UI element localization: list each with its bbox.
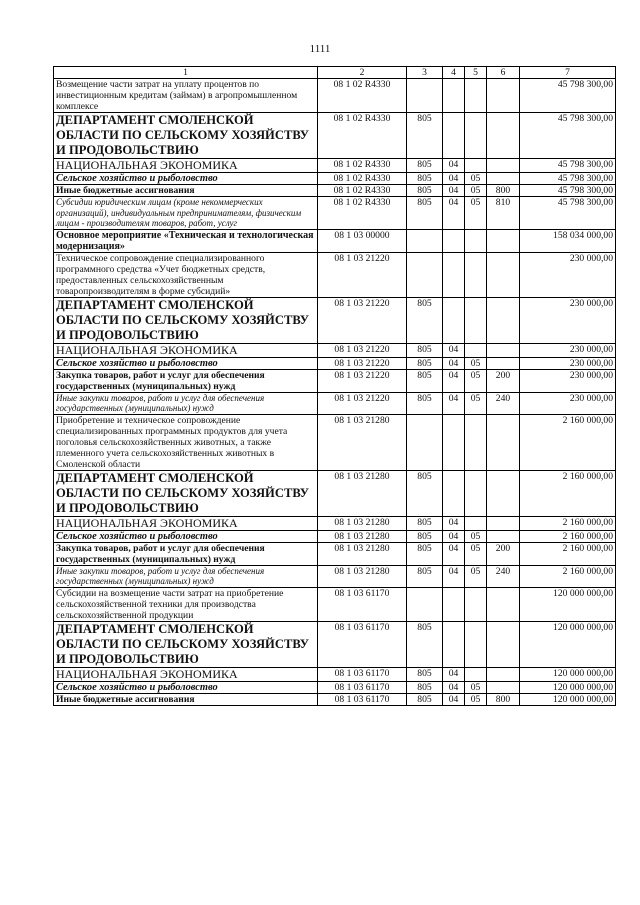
row-code: 08 1 03 61170 [318, 587, 407, 621]
table-row [54, 693, 616, 705]
row-amount: 120 000 000,00 [520, 693, 616, 705]
row-section: 04 [443, 516, 465, 530]
row-admin-code: 805 [407, 516, 443, 530]
row-subsection [465, 159, 487, 173]
row-subsection [465, 79, 487, 113]
row-amount: 120 000 000,00 [520, 681, 616, 693]
table-row [54, 343, 616, 357]
row-expense-type: 240 [487, 565, 520, 587]
row-subsection [465, 516, 487, 530]
row-subsection [465, 587, 487, 621]
row-section: 04 [443, 357, 465, 369]
table-row [54, 197, 616, 230]
table-row [54, 414, 616, 470]
column-header: 2 [318, 67, 407, 79]
row-name: ДЕПАРТАМЕНТ СМОЛЕНСКОЙ ОБЛАСТИ ПО СЕЛЬСКОМУ ХОЗЯЙСТВУ И ПРОДОВОЛЬСТВИЮ [54, 621, 318, 667]
row-section: 04 [443, 542, 465, 565]
row-expense-type: 200 [487, 542, 520, 565]
row-section [443, 621, 465, 667]
row-expense-type [487, 470, 520, 516]
row-subsection [465, 113, 487, 159]
row-amount: 2 160 000,00 [520, 530, 616, 542]
row-amount: 158 034 000,00 [520, 229, 616, 252]
row-section: 04 [443, 530, 465, 542]
row-admin-code [407, 414, 443, 470]
row-amount: 45 798 300,00 [520, 173, 616, 185]
row-code: 08 1 03 21220 [318, 343, 407, 357]
row-amount: 120 000 000,00 [520, 621, 616, 667]
table-row [54, 159, 616, 173]
row-subsection: 05 [465, 681, 487, 693]
row-amount: 2 160 000,00 [520, 470, 616, 516]
row-name: Сельское хозяйство и рыболовство [54, 681, 318, 693]
row-code: 08 1 03 21280 [318, 530, 407, 542]
row-section: 04 [443, 565, 465, 587]
row-section [443, 79, 465, 113]
row-name: ДЕПАРТАМЕНТ СМОЛЕНСКОЙ ОБЛАСТИ ПО СЕЛЬСКОМУ ХОЗЯЙСТВУ И ПРОДОВОЛЬСТВИЮ [54, 470, 318, 516]
row-name: Сельское хозяйство и рыболовство [54, 530, 318, 542]
row-name: Иные бюджетные ассигнования [54, 693, 318, 705]
row-expense-type: 800 [487, 185, 520, 197]
row-section: 04 [443, 369, 465, 392]
column-header: 7 [520, 67, 616, 79]
row-name: Техническое сопровождение специализированного программного средства «Учет бюджетных средств, предоставленных сельскохозяйственным товаропроизводителям в форме субсидий» [54, 252, 318, 297]
row-name: Субсидии на возмещение части затрат на приобретение сельскохозяйственной техники для производства сельскохозяйственной продукции [54, 587, 318, 621]
row-amount: 230 000,00 [520, 297, 616, 343]
row-section: 04 [443, 197, 465, 230]
row-amount: 2 160 000,00 [520, 516, 616, 530]
row-amount: 2 160 000,00 [520, 414, 616, 470]
table-row [54, 470, 616, 516]
row-expense-type: 240 [487, 392, 520, 414]
row-name: ДЕПАРТАМЕНТ СМОЛЕНСКОЙ ОБЛАСТИ ПО СЕЛЬСКОМУ ХОЗЯЙСТВУ И ПРОДОВОЛЬСТВИЮ [54, 297, 318, 343]
row-code: 08 1 03 21280 [318, 516, 407, 530]
table-row [54, 516, 616, 530]
row-section: 04 [443, 693, 465, 705]
row-code: 08 1 03 21280 [318, 542, 407, 565]
row-section: 04 [443, 681, 465, 693]
table-row [54, 297, 616, 343]
row-amount: 120 000 000,00 [520, 587, 616, 621]
column-header: 3 [407, 67, 443, 79]
header-row [54, 67, 616, 79]
row-name: Иные бюджетные ассигнования [54, 185, 318, 197]
row-section: 04 [443, 159, 465, 173]
row-code: 08 1 02 R4330 [318, 113, 407, 159]
row-code: 08 1 03 61170 [318, 693, 407, 705]
row-amount: 230 000,00 [520, 343, 616, 357]
row-section: 04 [443, 667, 465, 681]
row-name: Сельское хозяйство и рыболовство [54, 173, 318, 185]
row-code: 08 1 03 61170 [318, 681, 407, 693]
row-code: 08 1 03 21280 [318, 470, 407, 516]
row-amount: 45 798 300,00 [520, 79, 616, 113]
table-row [54, 681, 616, 693]
row-section [443, 252, 465, 297]
row-expense-type: 800 [487, 693, 520, 705]
row-expense-type [487, 173, 520, 185]
table-row [54, 392, 616, 414]
row-amount: 230 000,00 [520, 369, 616, 392]
row-amount: 45 798 300,00 [520, 159, 616, 173]
row-amount: 45 798 300,00 [520, 185, 616, 197]
column-header: 4 [443, 67, 465, 79]
row-name: Иные закупки товаров, работ и услуг для обеспечения государственных (муниципальных) нужд [54, 565, 318, 587]
column-header: 6 [487, 67, 520, 79]
row-subsection [465, 297, 487, 343]
row-name: Основное мероприятие «Техническая и технологическая модернизация» [54, 229, 318, 252]
row-name: Возмещение части затрат на уплату процентов по инвестиционным кредитам (займам) в агропромышленном комплексе [54, 79, 318, 113]
column-header: 1 [54, 67, 318, 79]
row-code: 08 1 03 21220 [318, 392, 407, 414]
row-section [443, 229, 465, 252]
row-name: НАЦИОНАЛЬНАЯ ЭКОНОМИКА [54, 667, 318, 681]
row-name: Закупка товаров, работ и услуг для обеспечения государственных (муниципальных) нужд [54, 542, 318, 565]
row-code: 08 1 03 00000 [318, 229, 407, 252]
row-subsection [465, 252, 487, 297]
row-amount: 45 798 300,00 [520, 197, 616, 230]
row-expense-type [487, 516, 520, 530]
row-name: Приобретение и техническое сопровождение специализированных программных продуктов для учета поголовья сельскохозяйственных животных, а также племенного учета сельскохозяйственных животных в Смоленской области [54, 414, 318, 470]
table-row [54, 667, 616, 681]
row-admin-code: 805 [407, 173, 443, 185]
table-row [54, 173, 616, 185]
row-subsection [465, 470, 487, 516]
row-name: ДЕПАРТАМЕНТ СМОЛЕНСКОЙ ОБЛАСТИ ПО СЕЛЬСКОМУ ХОЗЯЙСТВУ И ПРОДОВОЛЬСТВИЮ [54, 113, 318, 159]
row-expense-type [487, 252, 520, 297]
row-expense-type [487, 343, 520, 357]
table-row [54, 587, 616, 621]
table-row [54, 357, 616, 369]
row-code: 08 1 03 21280 [318, 414, 407, 470]
row-expense-type [487, 681, 520, 693]
row-subsection [465, 667, 487, 681]
column-header: 5 [465, 67, 487, 79]
row-code: 08 1 03 61170 [318, 621, 407, 667]
row-amount: 230 000,00 [520, 357, 616, 369]
row-expense-type: 810 [487, 197, 520, 230]
row-admin-code: 805 [407, 197, 443, 230]
row-code: 08 1 03 61170 [318, 667, 407, 681]
row-code: 08 1 03 21220 [318, 297, 407, 343]
row-expense-type [487, 414, 520, 470]
row-subsection: 05 [465, 693, 487, 705]
row-subsection: 05 [465, 173, 487, 185]
row-admin-code: 805 [407, 681, 443, 693]
row-code: 08 1 02 R4330 [318, 159, 407, 173]
table-row [54, 185, 616, 197]
page-number: 1111 [309, 43, 331, 55]
row-subsection: 05 [465, 357, 487, 369]
row-expense-type [487, 587, 520, 621]
table-row [54, 113, 616, 159]
row-name: Сельское хозяйство и рыболовство [54, 357, 318, 369]
row-amount: 2 160 000,00 [520, 542, 616, 565]
row-expense-type [487, 357, 520, 369]
row-section: 04 [443, 392, 465, 414]
row-section [443, 113, 465, 159]
row-subsection [465, 343, 487, 357]
row-code: 08 1 02 R4330 [318, 173, 407, 185]
row-subsection: 05 [465, 392, 487, 414]
row-name: НАЦИОНАЛЬНАЯ ЭКОНОМИКА [54, 159, 318, 173]
table-row [54, 621, 616, 667]
row-name: НАЦИОНАЛЬНАЯ ЭКОНОМИКА [54, 343, 318, 357]
row-admin-code: 805 [407, 159, 443, 173]
row-name: Иные закупки товаров, работ и услуг для обеспечения государственных (муниципальных) нужд [54, 392, 318, 414]
row-code: 08 1 03 21220 [318, 252, 407, 297]
row-expense-type [487, 229, 520, 252]
row-admin-code: 805 [407, 185, 443, 197]
table-row [54, 530, 616, 542]
row-code: 08 1 02 R4330 [318, 197, 407, 230]
row-amount: 230 000,00 [520, 252, 616, 297]
row-subsection: 05 [465, 565, 487, 587]
row-admin-code [407, 229, 443, 252]
row-expense-type [487, 159, 520, 173]
row-subsection [465, 414, 487, 470]
row-admin-code: 805 [407, 343, 443, 357]
budget-table [53, 66, 616, 706]
table-row [54, 369, 616, 392]
row-expense-type [487, 667, 520, 681]
row-admin-code: 805 [407, 621, 443, 667]
row-amount: 230 000,00 [520, 392, 616, 414]
row-subsection [465, 621, 487, 667]
row-amount: 120 000 000,00 [520, 667, 616, 681]
row-name: НАЦИОНАЛЬНАЯ ЭКОНОМИКА [54, 516, 318, 530]
row-amount: 2 160 000,00 [520, 565, 616, 587]
row-admin-code: 805 [407, 470, 443, 516]
row-subsection: 05 [465, 542, 487, 565]
row-amount: 45 798 300,00 [520, 113, 616, 159]
row-expense-type [487, 113, 520, 159]
row-admin-code: 805 [407, 113, 443, 159]
table-row [54, 542, 616, 565]
row-admin-code [407, 252, 443, 297]
row-expense-type [487, 621, 520, 667]
row-admin-code: 805 [407, 530, 443, 542]
row-section [443, 297, 465, 343]
row-code: 08 1 03 21280 [318, 565, 407, 587]
row-subsection: 05 [465, 185, 487, 197]
row-admin-code: 805 [407, 565, 443, 587]
row-code: 08 1 03 21220 [318, 369, 407, 392]
row-subsection: 05 [465, 530, 487, 542]
row-admin-code: 805 [407, 369, 443, 392]
table-row [54, 229, 616, 252]
row-expense-type [487, 79, 520, 113]
row-code: 08 1 02 R4330 [318, 79, 407, 113]
row-admin-code: 805 [407, 357, 443, 369]
table-row [54, 79, 616, 113]
row-name: Субсидии юридическим лицам (кроме некоммерческих организаций), индивидуальным предпринимателям, физическим лицам - производителям товаров, работ, услуг [54, 197, 318, 230]
row-admin-code: 805 [407, 392, 443, 414]
row-admin-code [407, 79, 443, 113]
row-subsection: 05 [465, 197, 487, 230]
row-section [443, 587, 465, 621]
row-code: 08 1 03 21220 [318, 357, 407, 369]
row-section: 04 [443, 173, 465, 185]
row-subsection: 05 [465, 369, 487, 392]
table-row [54, 252, 616, 297]
row-name: Закупка товаров, работ и услуг для обеспечения государственных (муниципальных) нужд [54, 369, 318, 392]
row-expense-type: 200 [487, 369, 520, 392]
row-admin-code [407, 587, 443, 621]
row-section [443, 414, 465, 470]
table-row [54, 565, 616, 587]
row-section [443, 470, 465, 516]
row-admin-code: 805 [407, 542, 443, 565]
row-subsection [465, 229, 487, 252]
row-section: 04 [443, 343, 465, 357]
row-section: 04 [443, 185, 465, 197]
row-admin-code: 805 [407, 297, 443, 343]
row-expense-type [487, 530, 520, 542]
row-admin-code: 805 [407, 693, 443, 705]
row-expense-type [487, 297, 520, 343]
row-admin-code: 805 [407, 667, 443, 681]
row-code: 08 1 02 R4330 [318, 185, 407, 197]
